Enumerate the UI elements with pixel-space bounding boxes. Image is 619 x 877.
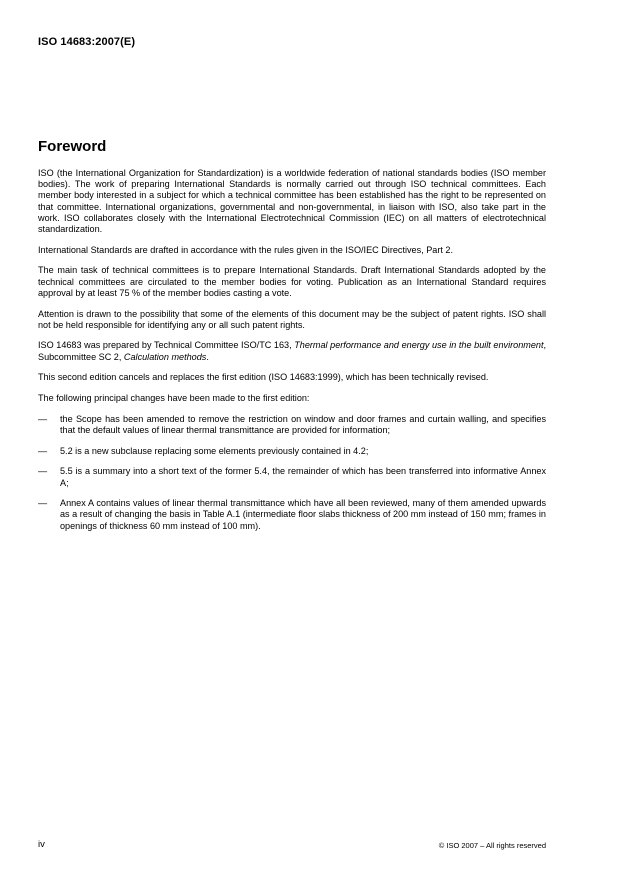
- list-item: [38, 414, 546, 436]
- paragraph-technical-committees: The main task of technical committees is to prepare International Standards. Draft International Standards adopted by the technical committees are circulated to the member bodies for voting. Publication as an International Standard requires approval by at least 75 % of the member bodies casting a vote.: [38, 265, 546, 298]
- list-item-text: the Scope has been amended to remove the restriction on window and door frames and curtain walling, and specifies that the default values of linear thermal transmittance are provided for information;: [60, 413, 546, 435]
- document-id: ISO 14683:2007(E): [38, 36, 136, 48]
- copyright-notice: © ISO 2007 – All rights reserved: [438, 841, 546, 850]
- paragraph-patent-rights: Attention is drawn to the possibility that some of the elements of this document may be the subject of patent rights. ISO shall not be held responsible for identifying any or all such patent rights.: [38, 308, 546, 330]
- list-item-text: 5.5 is a summary into a short text of the former 5.4, the remainder of which has been transferred into informative Annex A;: [60, 466, 546, 488]
- paragraph-iso-federation: ISO (the International Organization for Standardization) is a worldwide federation of national standards bodies (ISO member bodies). The work of preparing International Standards is normally carried out through ISO technical committees. Each member body interested in a subject for which a technical committee has been established has the right to be represented on that committee. International organizations, governmental and non-governmental, in liaison with ISO, also take part in the work. ISO collaborates closely with the International Electrotechnical Commission (IEC) on all matters of electrotechnical standardization.: [38, 168, 546, 235]
- paragraph-prepared-by: [38, 340, 546, 362]
- prepared-by-text: ISO 14683 was prepared by Technical Committee ISO/TC 163,: [38, 340, 295, 351]
- period: .: [206, 351, 209, 362]
- foreword-body: [38, 168, 546, 541]
- dash-bullet: —: [38, 445, 48, 456]
- paragraph-changes-intro: The following principal changes have been made to the first edition:: [38, 393, 310, 404]
- paragraph-drafting-rules: International Standards are drafted in accordance with the rules given in the ISO/IEC Directives, Part 2.: [38, 244, 453, 255]
- subcommittee-text: , Subcommittee SC 2,: [38, 340, 546, 362]
- list-item-text: Annex A contains values of linear thermal transmittance which have all been reviewed, many of them amended upwards as a result of changing the basis in Table A.1 (intermediate floor slabs thickness of 200 mm instead of 150 mm; frames in openings of thickness 60 mm instead of 100 mm).: [60, 498, 546, 531]
- list-item: [38, 498, 546, 532]
- dash-bullet: —: [38, 413, 48, 424]
- page-number: iv: [38, 839, 45, 850]
- dash-bullet: —: [38, 498, 48, 509]
- committee-title: Thermal performance and energy use in the built environment: [294, 340, 544, 351]
- changes-list: [38, 414, 546, 532]
- page-title: Foreword: [38, 138, 107, 155]
- paragraph-second-edition: This second edition cancels and replaces the first edition (ISO 14683:1999), which has been technically revised.: [38, 372, 489, 383]
- subcommittee-title: Calculation methods: [123, 351, 207, 362]
- list-item: [38, 446, 546, 457]
- list-item: [38, 466, 546, 488]
- list-item-text: 5.2 is a new subclause replacing some elements previously contained in 4.2;: [60, 445, 369, 456]
- dash-bullet: —: [38, 466, 48, 477]
